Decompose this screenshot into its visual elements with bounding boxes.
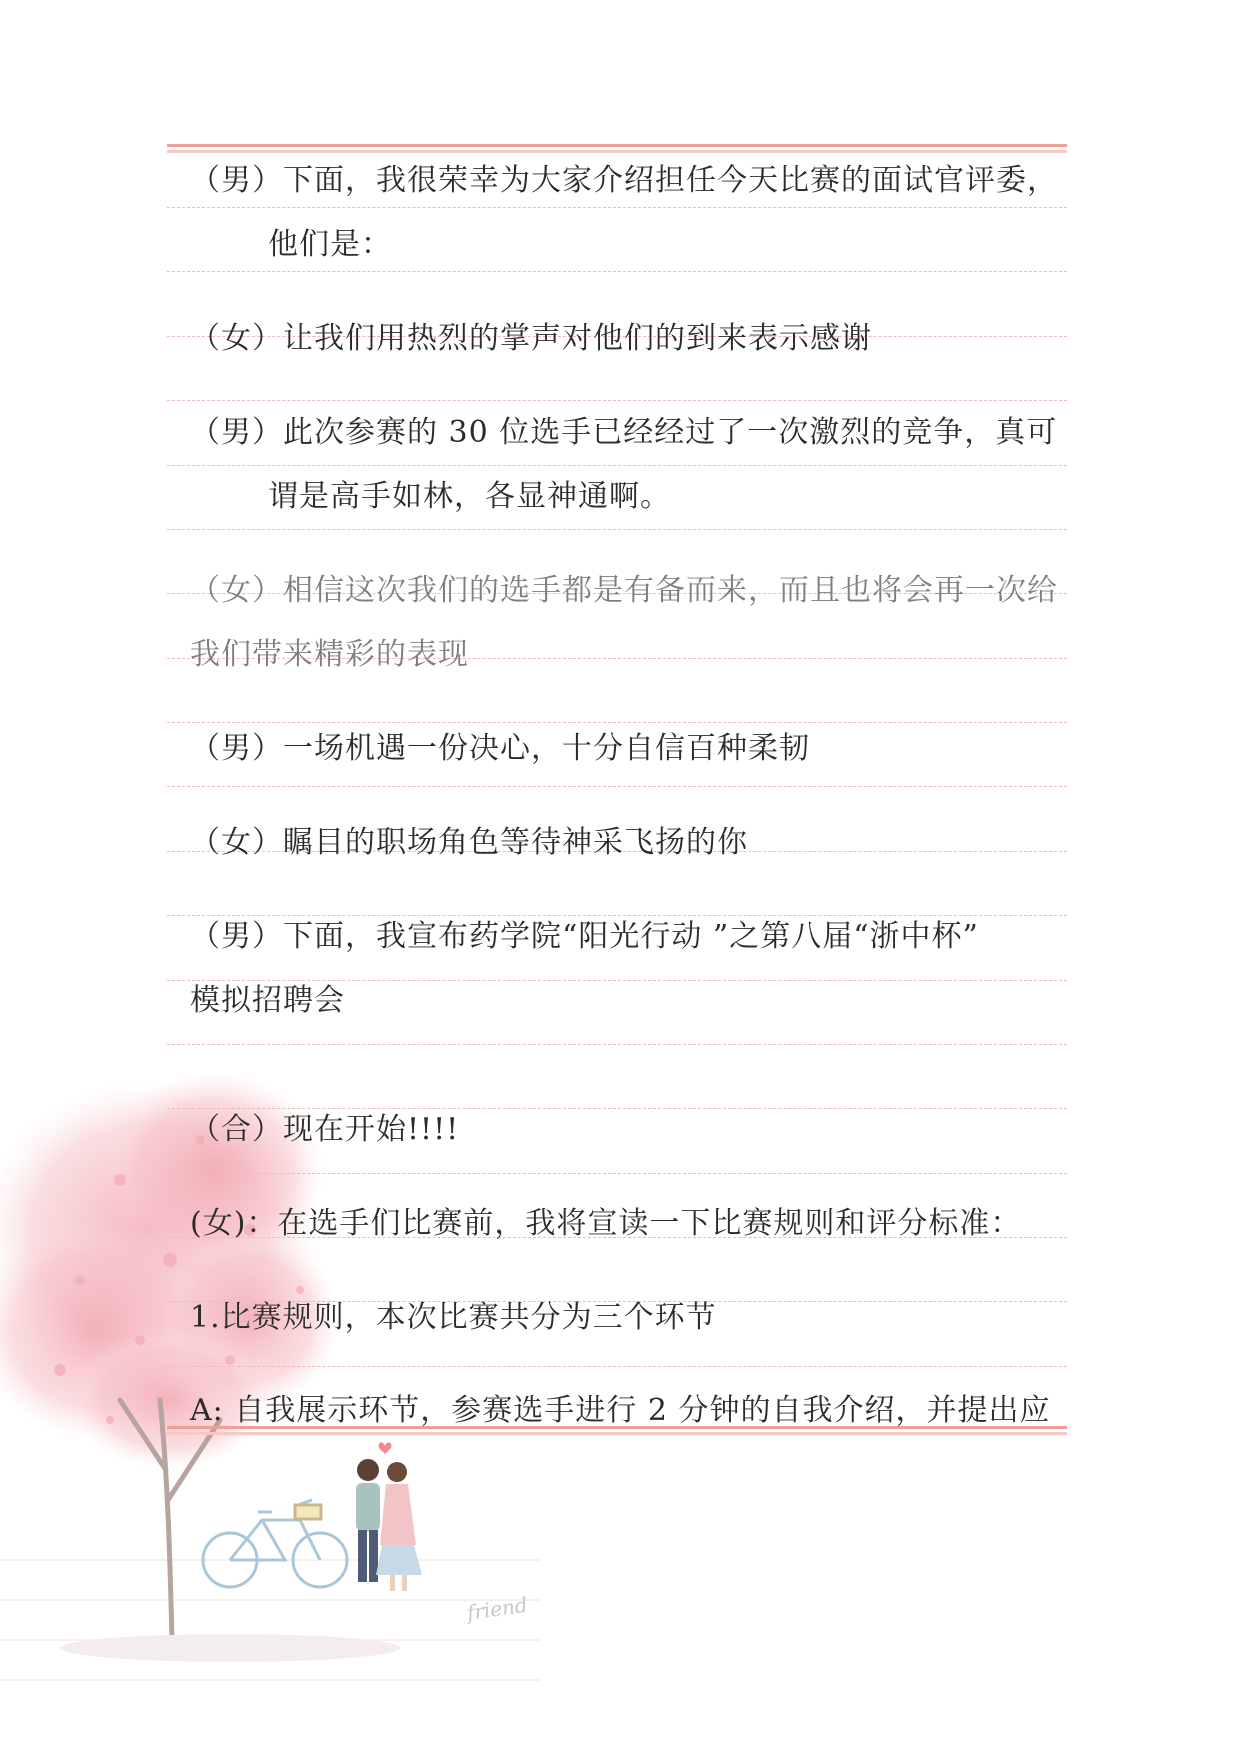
ruled-line	[167, 207, 1067, 208]
ruled-line	[167, 722, 1067, 723]
script-line: 我们带来精彩的表现	[190, 637, 469, 672]
ruled-line	[167, 786, 1067, 787]
script-line: 他们是：	[268, 227, 392, 262]
script-line: （男）下面，我很荣幸为大家介绍担任今天比赛的面试官评委，	[190, 163, 1058, 198]
top-border-band	[167, 144, 1067, 153]
bicycle-icon	[203, 1500, 347, 1587]
script-line: A: 自我展示环节，参赛选手进行 2 分钟的自我介绍，并提出应	[190, 1393, 1051, 1428]
script-line: （合）现在开始!!!!	[190, 1112, 460, 1147]
script-line: （女）相信这次我们的选手都是有备而来，而且也将会再一次给	[190, 573, 1058, 608]
script-line: 模拟招聘会	[190, 983, 345, 1018]
script-line: （男）一场机遇一份决心，十分自信百种柔韧	[190, 731, 810, 766]
script-line: 谓是高手如林，各显神通啊。	[268, 479, 671, 514]
ruled-line	[167, 915, 1067, 916]
ruled-line	[167, 1173, 1067, 1174]
illustration-caption: friend	[465, 1592, 529, 1625]
ruled-line	[167, 1108, 1067, 1109]
ruled-line	[167, 1366, 1067, 1367]
blossom-tree-icon	[0, 1070, 540, 1680]
script-line: (女)：在选手们比赛前，我将宣读一下比赛规则和评分标准：	[190, 1206, 1022, 1241]
script-line: 1.比赛规则，本次比赛共分为三个环节	[190, 1300, 717, 1335]
script-line: （女）让我们用热烈的掌声对他们的到来表示感谢	[190, 321, 872, 356]
ruled-line	[167, 1044, 1067, 1045]
ruled-line	[167, 271, 1067, 272]
script-line: （女）瞩目的职场角色等待神采飞扬的你	[190, 825, 748, 860]
ruled-line	[167, 980, 1067, 981]
ruled-line	[167, 400, 1067, 401]
script-line: （男）下面，我宣布药学院“阳光行动 ”之第八届“浙中杯”	[190, 919, 979, 954]
ruled-line	[167, 465, 1067, 466]
couple-icon	[356, 1442, 422, 1591]
script-line: （男）此次参赛的 30 位选手已经经过了一次激烈的竞争，真可	[190, 415, 1058, 450]
ruled-line	[167, 529, 1067, 530]
